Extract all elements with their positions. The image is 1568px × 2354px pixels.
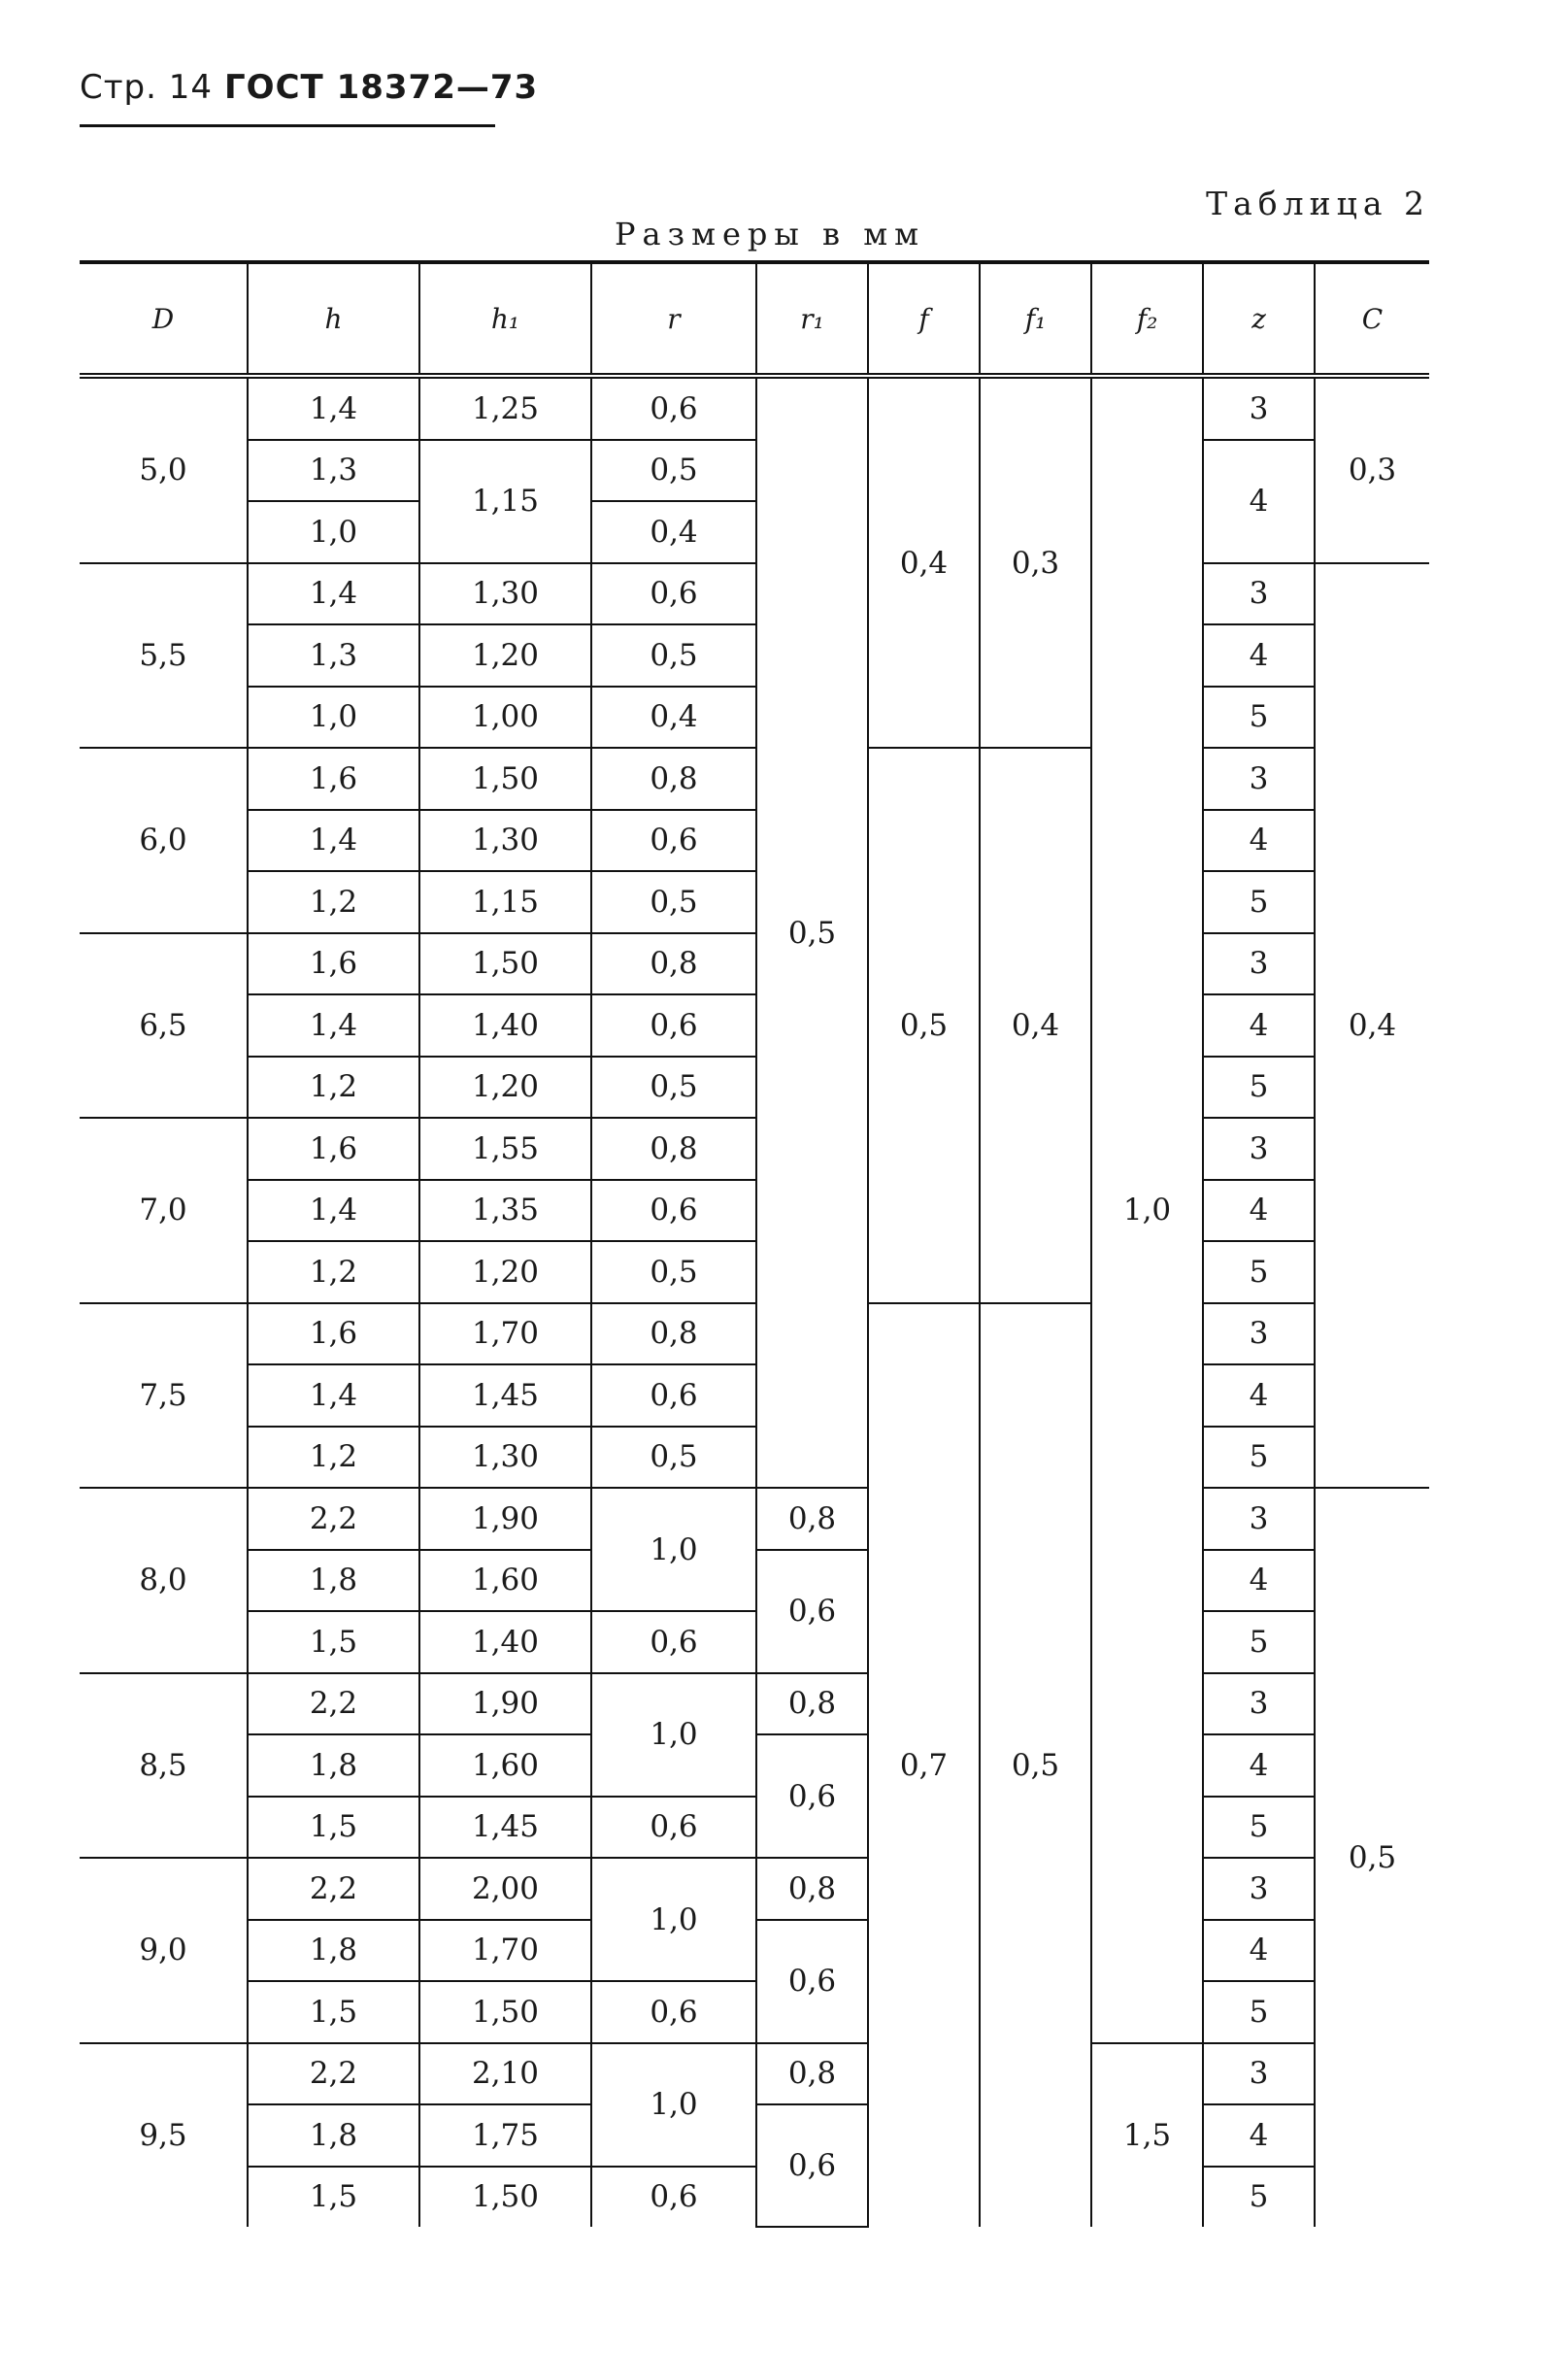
cell-r: 0,6: [591, 1364, 756, 1427]
cell-f1: 0,3: [980, 376, 1091, 748]
cell-d: 7,0: [80, 1118, 248, 1303]
cell-h1: 1,50: [419, 748, 591, 810]
cell-r: 0,6: [591, 1981, 756, 2043]
cell-r: 0,5: [591, 1427, 756, 1489]
column-header-h: h: [248, 262, 419, 376]
cell-z: 3: [1203, 933, 1315, 995]
cell-h1: 1,20: [419, 1057, 591, 1119]
cell-z: 3: [1203, 2043, 1315, 2105]
cell-h: 1,3: [248, 624, 419, 687]
table-row: [80, 1241, 1429, 1303]
cell-h1: 1,90: [419, 1673, 591, 1735]
dimensions-table: [80, 260, 1429, 2228]
cell-f1: 0,4: [980, 748, 1091, 1303]
table-row: [80, 1797, 1429, 1859]
cell-z: 5: [1203, 1241, 1315, 1303]
column-header-f1: f₁: [980, 262, 1091, 376]
cell-r: 0,5: [591, 871, 756, 933]
cell-r: 0,6: [591, 2167, 756, 2228]
cell-h1: 1,70: [419, 1303, 591, 1365]
page-number: Стр. 14: [80, 68, 214, 107]
table-row: [80, 871, 1429, 933]
table-row: [80, 1364, 1429, 1427]
cell-h1: 1,75: [419, 2104, 591, 2167]
cell-z: 5: [1203, 1981, 1315, 2043]
cell-h: 1,8: [248, 2104, 419, 2167]
cell-f: 0,7: [868, 1303, 980, 2228]
cell-h1: 1,00: [419, 687, 591, 749]
table-row: [80, 1858, 1429, 1920]
table-header-row: [80, 262, 1429, 376]
cell-r: 0,6: [591, 994, 756, 1057]
cell-z: 4: [1203, 1734, 1315, 1797]
cell-h1: 2,00: [419, 1858, 591, 1920]
cell-r: 1,0: [591, 1673, 756, 1797]
cell-d: 8,0: [80, 1488, 248, 1673]
cell-r: 1,0: [591, 1858, 756, 1981]
cell-r: 0,8: [591, 1303, 756, 1365]
cell-h1: 1,15: [419, 440, 591, 563]
cell-h1: 1,90: [419, 1488, 591, 1550]
column-header-d: D: [80, 262, 248, 376]
dimensions-table-container: [80, 260, 1429, 2228]
cell-h: 1,4: [248, 810, 419, 872]
cell-r: 0,6: [591, 1180, 756, 1242]
column-header-r1: r₁: [756, 262, 868, 376]
cell-r: 1,0: [591, 2043, 756, 2167]
table-row: [80, 2043, 1429, 2105]
table-caption: Таблица 2: [1206, 185, 1430, 222]
table-row: [80, 563, 1429, 625]
cell-r: 0,5: [591, 1241, 756, 1303]
cell-h: 1,6: [248, 748, 419, 810]
page-header: [80, 68, 550, 107]
cell-h: 1,2: [248, 1057, 419, 1119]
cell-h1: 1,50: [419, 933, 591, 995]
cell-r: 0,8: [591, 1118, 756, 1180]
cell-r1: 0,6: [756, 1920, 868, 2043]
cell-h1: 1,30: [419, 1427, 591, 1489]
column-header-c: C: [1315, 262, 1429, 376]
cell-h: 2,2: [248, 1858, 419, 1920]
table-row: [80, 1303, 1429, 1365]
cell-d: 9,5: [80, 2043, 248, 2228]
cell-h: 1,2: [248, 1427, 419, 1489]
cell-d: 9,0: [80, 1858, 248, 2043]
cell-r1-main: 0,5: [756, 376, 868, 1488]
cell-h1: 1,50: [419, 2167, 591, 2228]
cell-f2: 1,5: [1091, 2043, 1203, 2228]
cell-z: 3: [1203, 1118, 1315, 1180]
cell-c: 0,4: [1315, 563, 1429, 1489]
cell-r: 0,4: [591, 501, 756, 563]
cell-h1: 1,30: [419, 810, 591, 872]
table-row: [80, 1057, 1429, 1119]
cell-r: 0,8: [591, 933, 756, 995]
cell-z: 3: [1203, 1673, 1315, 1735]
cell-z: 5: [1203, 1057, 1315, 1119]
cell-z: 3: [1203, 748, 1315, 810]
cell-d: 6,5: [80, 933, 248, 1119]
cell-r: 0,8: [591, 748, 756, 810]
cell-z: 5: [1203, 1611, 1315, 1673]
cell-r1: 0,8: [756, 1858, 868, 1920]
cell-h1: 1,30: [419, 563, 591, 625]
cell-h1: 2,10: [419, 2043, 591, 2105]
column-header-r: r: [591, 262, 756, 376]
table-row: [80, 440, 1429, 502]
cell-h: 2,2: [248, 1488, 419, 1550]
column-header-h1: h₁: [419, 262, 591, 376]
table-row: [80, 933, 1429, 995]
table-row: [80, 1118, 1429, 1180]
cell-h: 1,6: [248, 1303, 419, 1365]
cell-h: 1,6: [248, 1118, 419, 1180]
cell-h1: 1,35: [419, 1180, 591, 1242]
cell-z: 4: [1203, 994, 1315, 1057]
table-row: [80, 994, 1429, 1057]
table-row: [80, 1488, 1429, 1550]
cell-h1: 1,20: [419, 624, 591, 687]
cell-h1: 1,40: [419, 1611, 591, 1673]
cell-z: 5: [1203, 1427, 1315, 1489]
cell-r: 0,6: [591, 563, 756, 625]
cell-h: 1,5: [248, 1981, 419, 2043]
cell-c: 0,3: [1315, 376, 1429, 563]
cell-h: 1,5: [248, 2167, 419, 2228]
cell-h: 1,4: [248, 563, 419, 625]
cell-h: 1,0: [248, 501, 419, 563]
cell-z: 4: [1203, 810, 1315, 872]
cell-r: 0,6: [591, 810, 756, 872]
cell-d: 6,0: [80, 748, 248, 933]
table-row: [80, 748, 1429, 810]
cell-h: 1,8: [248, 1920, 419, 1982]
cell-z: 4: [1203, 2104, 1315, 2167]
cell-z: 4: [1203, 440, 1315, 563]
cell-z: 3: [1203, 1858, 1315, 1920]
cell-r1: 0,6: [756, 1734, 868, 1858]
cell-z: 3: [1203, 376, 1315, 440]
cell-h1: 1,45: [419, 1797, 591, 1859]
cell-r1: 0,6: [756, 1550, 868, 1673]
cell-h1: 1,45: [419, 1364, 591, 1427]
cell-r: 0,5: [591, 624, 756, 687]
cell-r: 0,6: [591, 376, 756, 440]
cell-h: 1,8: [248, 1734, 419, 1797]
cell-f: 0,4: [868, 376, 980, 748]
cell-h: 1,2: [248, 871, 419, 933]
cell-d: 8,5: [80, 1673, 248, 1859]
cell-h: 1,3: [248, 440, 419, 502]
cell-h: 1,4: [248, 994, 419, 1057]
cell-h: 1,0: [248, 687, 419, 749]
table-row: [80, 1673, 1429, 1735]
cell-h: 1,4: [248, 1180, 419, 1242]
cell-z: 5: [1203, 687, 1315, 749]
cell-z: 5: [1203, 2167, 1315, 2228]
cell-h1: 1,40: [419, 994, 591, 1057]
cell-h: 1,5: [248, 1797, 419, 1859]
cell-r1: 0,8: [756, 1488, 868, 1550]
cell-h1: 1,70: [419, 1920, 591, 1982]
cell-r: 0,5: [591, 1057, 756, 1119]
cell-r1: 0,6: [756, 2104, 868, 2227]
table-row: [80, 376, 1429, 440]
table-row: [80, 1180, 1429, 1242]
table-row: [80, 1611, 1429, 1673]
units-note: Размеры в мм: [615, 216, 925, 252]
table-row: [80, 624, 1429, 687]
cell-r: 0,6: [591, 1797, 756, 1859]
cell-z: 4: [1203, 624, 1315, 687]
cell-h1: 1,55: [419, 1118, 591, 1180]
column-header-f2: f₂: [1091, 262, 1203, 376]
cell-h1: 1,25: [419, 376, 591, 440]
cell-r: 0,6: [591, 1611, 756, 1673]
cell-h1: 1,60: [419, 1550, 591, 1612]
table-row: [80, 810, 1429, 872]
table-row: [80, 1981, 1429, 2043]
column-header-z: z: [1203, 262, 1315, 376]
cell-d: 7,5: [80, 1303, 248, 1489]
cell-h1: 1,20: [419, 1241, 591, 1303]
cell-r: 0,5: [591, 440, 756, 502]
cell-z: 5: [1203, 871, 1315, 933]
cell-h: 1,4: [248, 1364, 419, 1427]
cell-h: 1,6: [248, 933, 419, 995]
cell-z: 4: [1203, 1920, 1315, 1982]
cell-z: 3: [1203, 1303, 1315, 1365]
cell-z: 3: [1203, 563, 1315, 625]
cell-f: 0,5: [868, 748, 980, 1303]
cell-h: 1,8: [248, 1550, 419, 1612]
cell-h: 2,2: [248, 1673, 419, 1735]
column-header-f: f: [868, 262, 980, 376]
cell-z: 4: [1203, 1364, 1315, 1427]
cell-c: 0,5: [1315, 1488, 1429, 2227]
table-row: [80, 1427, 1429, 1489]
table-body: [80, 376, 1429, 2227]
cell-h: 1,4: [248, 376, 419, 440]
cell-z: 3: [1203, 1488, 1315, 1550]
cell-h: 2,2: [248, 2043, 419, 2105]
cell-f1: 0,5: [980, 1303, 1091, 2228]
cell-h1: 1,50: [419, 1981, 591, 2043]
cell-r1: 0,8: [756, 1673, 868, 1735]
cell-z: 4: [1203, 1550, 1315, 1612]
cell-d: 5,5: [80, 563, 248, 749]
cell-h: 1,2: [248, 1241, 419, 1303]
cell-h1: 1,60: [419, 1734, 591, 1797]
standard-number: ГОСТ 18372—73: [224, 68, 539, 107]
cell-r1: 0,8: [756, 2043, 868, 2105]
cell-r: 0,4: [591, 687, 756, 749]
cell-h1: 1,15: [419, 871, 591, 933]
cell-d: 5,0: [80, 376, 248, 563]
header-rule: [80, 124, 495, 127]
cell-z: 4: [1203, 1180, 1315, 1242]
table-row: [80, 2167, 1429, 2228]
cell-r: 1,0: [591, 1488, 756, 1611]
cell-z: 5: [1203, 1797, 1315, 1859]
table-row: [80, 687, 1429, 749]
cell-f2: 1,0: [1091, 376, 1203, 2043]
cell-h: 1,5: [248, 1611, 419, 1673]
